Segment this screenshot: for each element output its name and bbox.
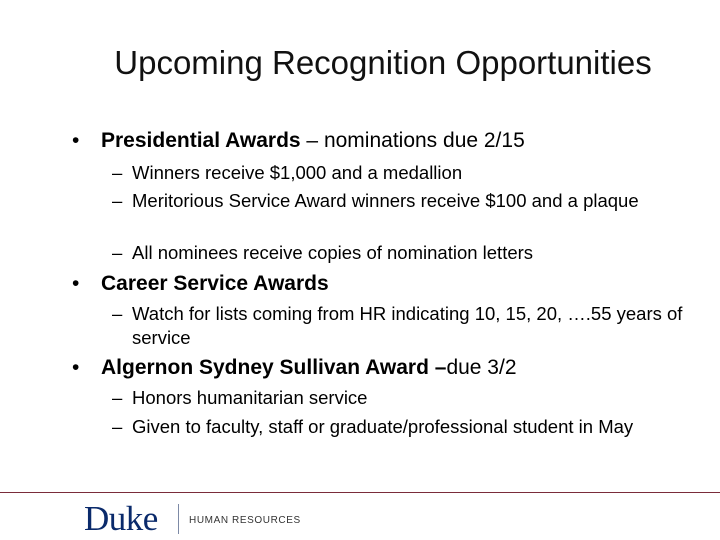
bullet-icon: • [72,272,80,295]
sub-item-text: Winners receive $1,000 and a medallion [132,162,463,183]
bullet-heading: Presidential Awards [101,129,301,152]
sub-item-text: Given to faculty, staff or graduate/professional student in May [132,416,634,437]
bullet-heading: Algernon Sydney Sullivan Award – [101,356,447,379]
sub-item-text: Honors humanitarian service [132,387,368,408]
dash-icon: – [112,190,123,211]
sub-item-text: Watch for lists coming from HR indicating 10, 15, 20, ….55 years of service [132,303,683,348]
department-label: HUMAN RESOURCES [189,515,301,526]
bullet-heading: Career Service Awards [101,272,329,295]
slide-title: Upcoming Recognition Opportunities [114,44,652,81]
dash-icon: – [112,387,123,408]
bullet-detail: due 3/2 [446,356,517,379]
sub-item-text: Meritorious Service Award winners receive $100 and a plaque [132,190,639,211]
dash-icon: – [112,416,123,437]
sub-item-text: All nominees receive copies of nomination letters [132,242,534,263]
duke-logo: Duke [84,499,158,538]
dash-icon: – [112,162,123,183]
bullet-icon: • [72,129,80,152]
bullet-detail: – nominations due 2/15 [300,129,525,152]
footer-divider [0,492,720,493]
bullet-icon: • [72,356,80,379]
dash-icon: – [112,303,123,324]
logo-separator [178,504,179,534]
dash-icon: – [112,242,123,263]
